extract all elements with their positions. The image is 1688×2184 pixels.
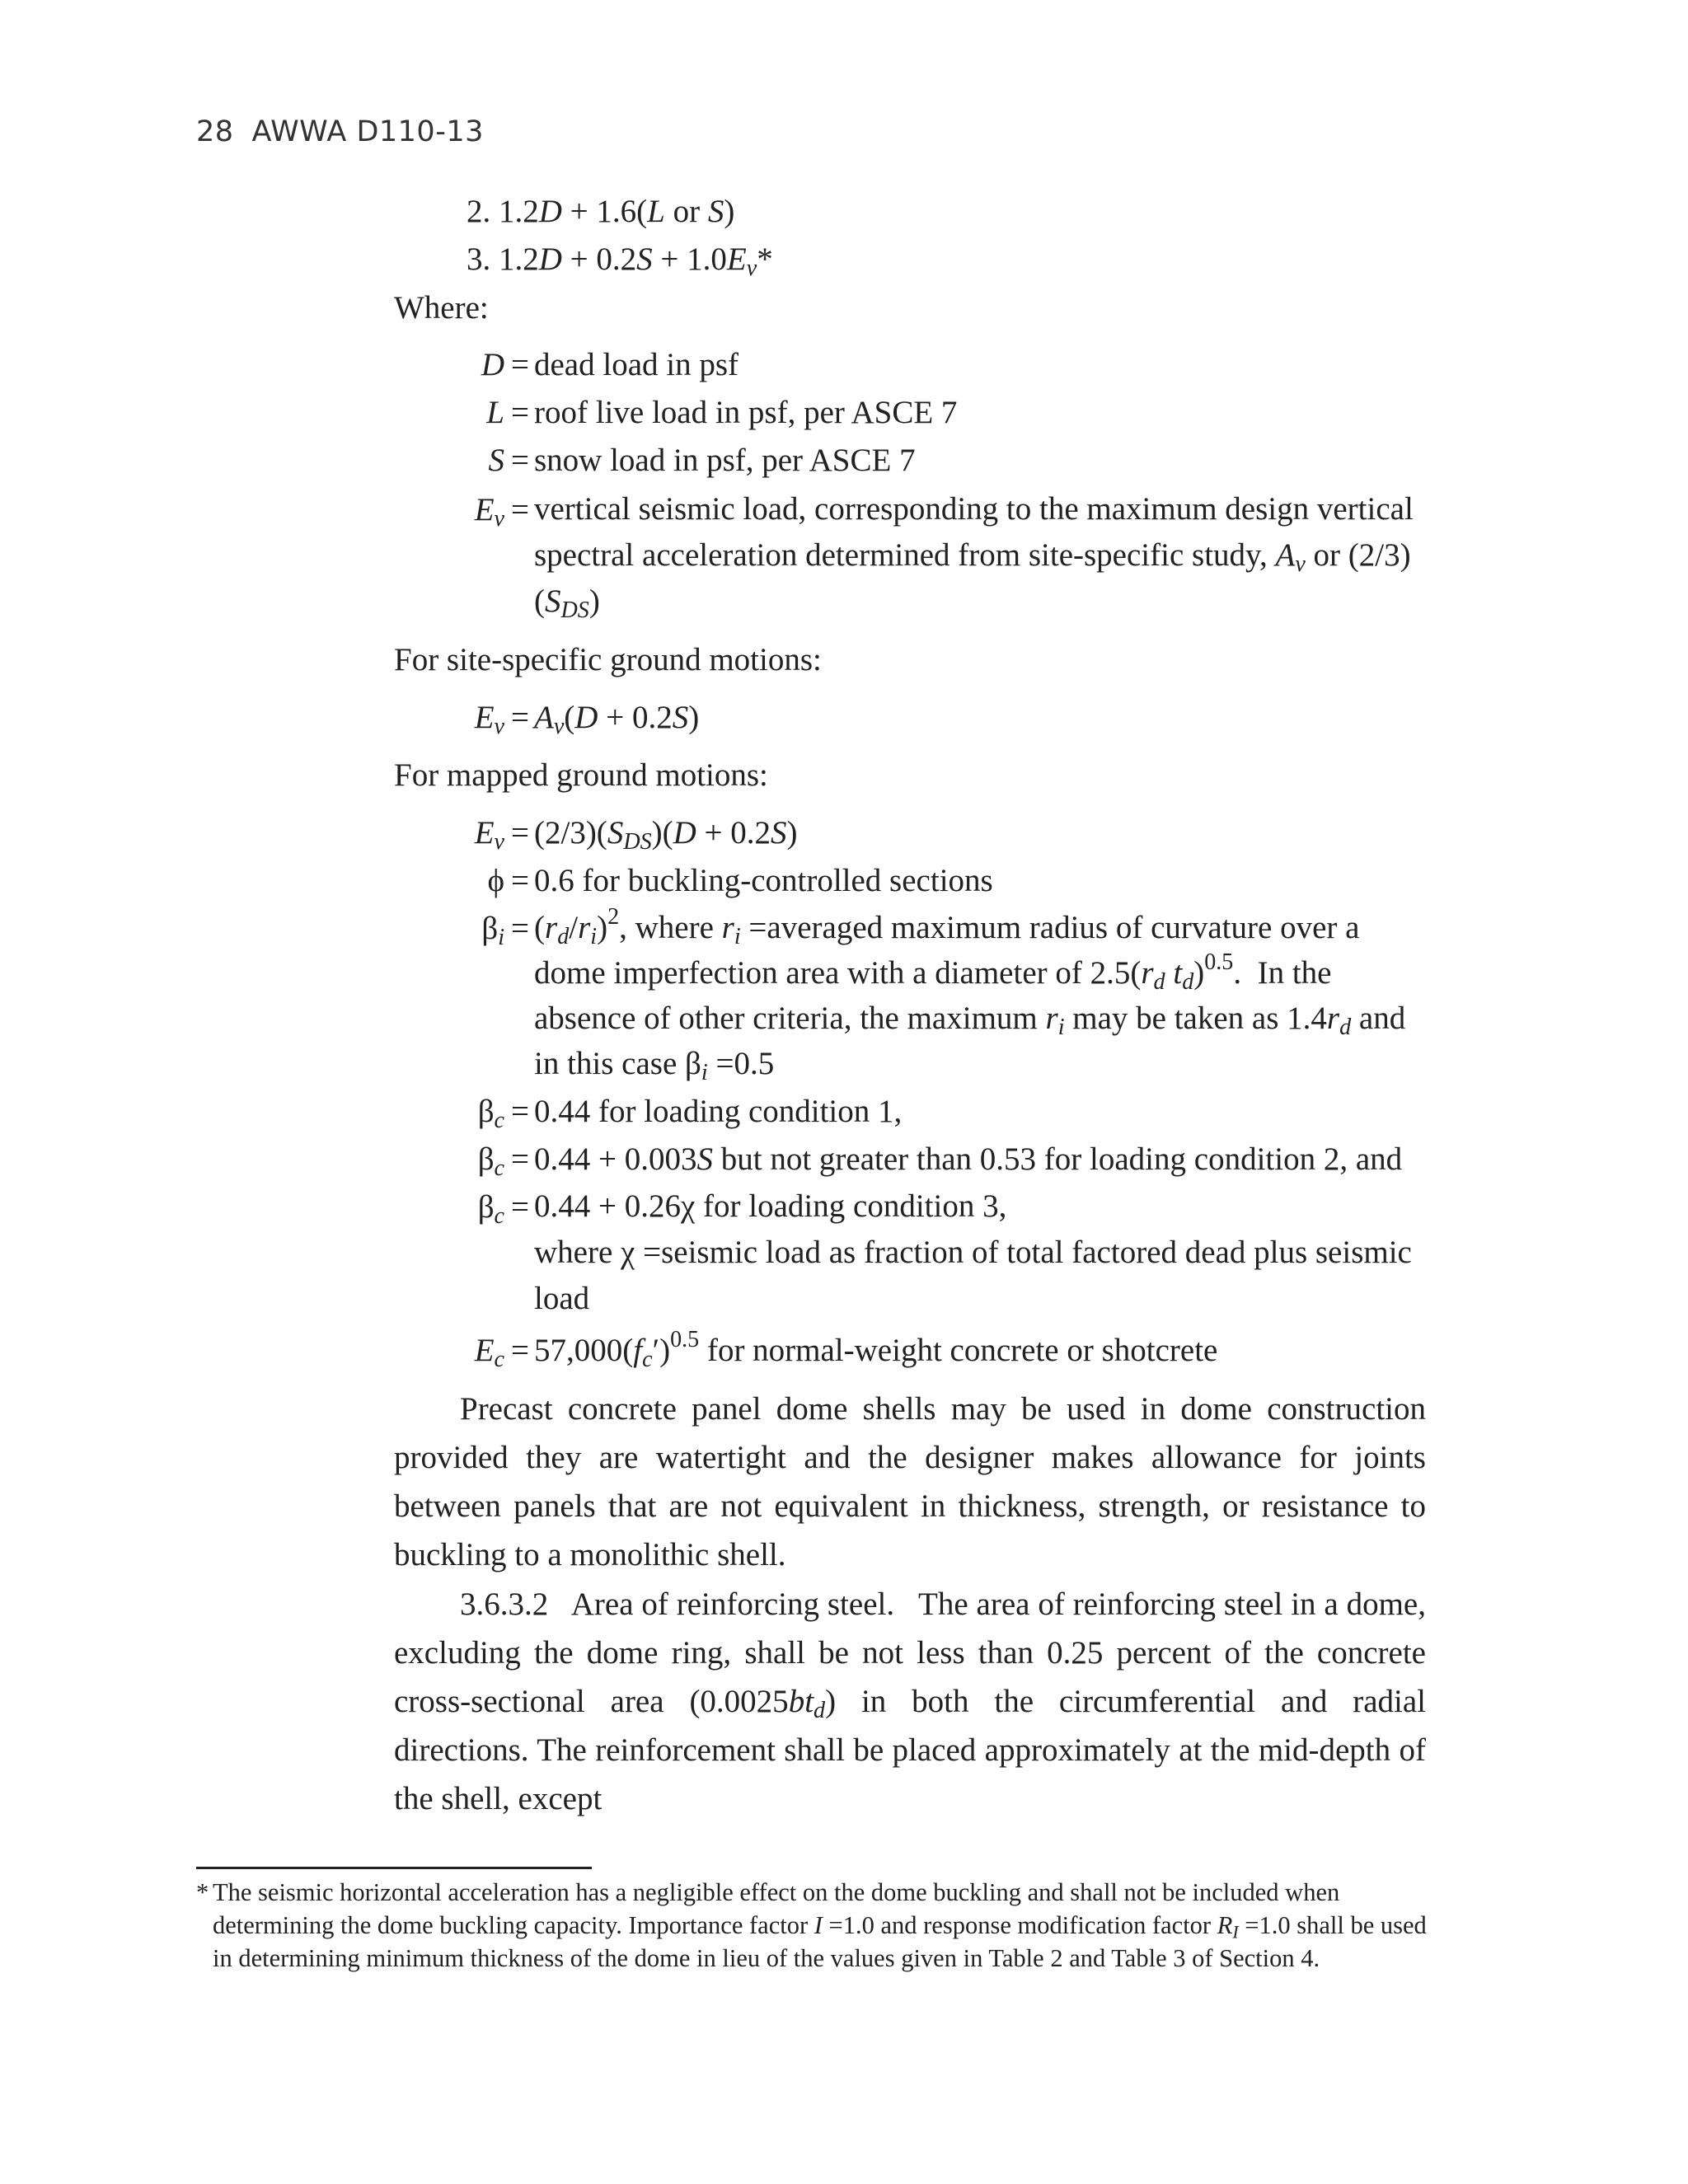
symbol-beta-c: $\beta_c$: [477, 1189, 504, 1230]
paragraph-precast-text: Precast concrete panel dome shells may be used in dome construction provided they are watertight and the designer makes allowance for joints between panels that are not equivalent in thickness, strength, or resistance to buckling to a monolithic shell.: [394, 1391, 1426, 1572]
symbol-S: S: [488, 443, 504, 478]
equals-sign: =: [511, 492, 529, 527]
symbol-D: D: [481, 347, 504, 382]
definition-Ev-site: $A_v(D + 0.2S)$: [534, 700, 700, 740]
definition-phi: 0.6 for buckling-controlled sections: [534, 863, 993, 898]
symbol-beta-c: $\beta_c$: [477, 1094, 504, 1134]
definition-Ec: $57,000(f_c')^{0.5}$ for normal-weight concrete or shotcrete: [534, 1327, 1218, 1373]
load-combo-2: [467, 188, 734, 236]
equals-sign: =: [511, 700, 529, 735]
symbol-beta-i: $\beta_i$: [481, 911, 504, 951]
symbol-beta-c: $\beta_c$: [477, 1141, 504, 1182]
equals-sign: =: [511, 347, 529, 382]
equals-sign: =: [511, 815, 529, 851]
symbol-Ev: $E_v$: [474, 700, 504, 740]
symbol-phi: ϕ: [487, 863, 504, 898]
footnote: [196, 1876, 1432, 1975]
equals-sign: =: [511, 443, 529, 478]
equals-sign: =: [511, 1141, 529, 1177]
combo-number: 2.: [467, 194, 491, 229]
mapped-label: For mapped ground motions:: [394, 757, 768, 793]
symbol-Ev: $E_v$: [474, 815, 504, 855]
footnote-rule: [196, 1867, 592, 1869]
equals-sign: =: [511, 1094, 529, 1129]
equals-sign: =: [511, 911, 529, 946]
definition-D: dead load in psf: [534, 347, 739, 382]
section-3-6-3-2-text: 3.6.3.2 Area of reinforcing steel. The area of reinforcing steel in a dome, excluding the dome ring, shall be not less than 0.25 percent of the concrete cross-sectional area $(0.0025bt_d)$ in both the circumferential and radial directions. The reinforcement shall be placed approximately at the mid-depth of the shell, except: [394, 1586, 1426, 1816]
definition-beta-c-1: 0.44 for loading condition 1,: [534, 1094, 903, 1129]
where-label: Where:: [394, 290, 489, 326]
load-combo-3: [467, 236, 773, 284]
page-number: 28: [196, 115, 234, 148]
combo-number: 3.: [467, 241, 491, 277]
combo-expression: 1.2D + 1.6(L or S): [499, 194, 735, 229]
symbol-Ev: $E_v$: [474, 492, 504, 532]
equals-sign: =: [511, 1189, 529, 1225]
equals-sign: =: [511, 1333, 529, 1368]
equals-sign: =: [511, 863, 529, 898]
footnote-mark: *: [196, 1878, 209, 1906]
equals-sign: =: [511, 395, 529, 430]
definition-beta-i: $(r_d/r_i)^2$, where $r_i$ =averaged maximum radius of curvature over a dome imperfection area with a diameter of $2.5(r_d$ $t_d)^{0.5}$. In the absence of other criteria, the maximum $r_i$ may be taken as $1.4r_d$ and in this case $\beta_i =0.5$: [534, 904, 1406, 1086]
combo-expression: $1.2D + 0.2S + 1.0E_v*$: [499, 241, 773, 282]
definition-S: snow load in psf, per ASCE 7: [534, 443, 916, 478]
running-header: [196, 115, 484, 148]
document-code: AWWA D110-13: [251, 115, 484, 148]
site-specific-label: For site-specific ground motions:: [394, 642, 822, 677]
definition-L: roof live load in psf, per ASCE 7: [534, 395, 958, 430]
definition-Ev: vertical seismic load, corresponding to the maximum design vertical spectral acceleration determined from site-specific study, $A_v$ or $(2/3)(S_{DS})$: [534, 491, 1414, 624]
paragraph-precast: [394, 1385, 1426, 1579]
section-3-6-3-2: [394, 1580, 1426, 1823]
definition-beta-c-2: 0.44 + 0.003S but not greater than 0.53 for loading condition 2, and: [534, 1141, 1403, 1177]
symbol-Ec: $E_c$: [474, 1333, 504, 1373]
definition-Ev-mapped: $(2/3)(S_{DS})(D + 0.2S)$: [534, 815, 798, 855]
footnote-text: The seismic horizontal acceleration has a negligible effect on the dome buckling and shall not be included when determining the dome buckling capacity. Importance factor I =1.0 and response modification factor $R_I =1.0$ shall be used in determining minimum thickness of the dome in lieu of the values given in Table 2 and Table 3 of Section 4.: [213, 1878, 1427, 1972]
symbol-L: L: [486, 395, 504, 430]
definition-beta-c-3: 0.44 + 0.26χ for loading condition 3, where χ =seismic load as fraction of total factored dead plus seismic load: [534, 1188, 1412, 1316]
